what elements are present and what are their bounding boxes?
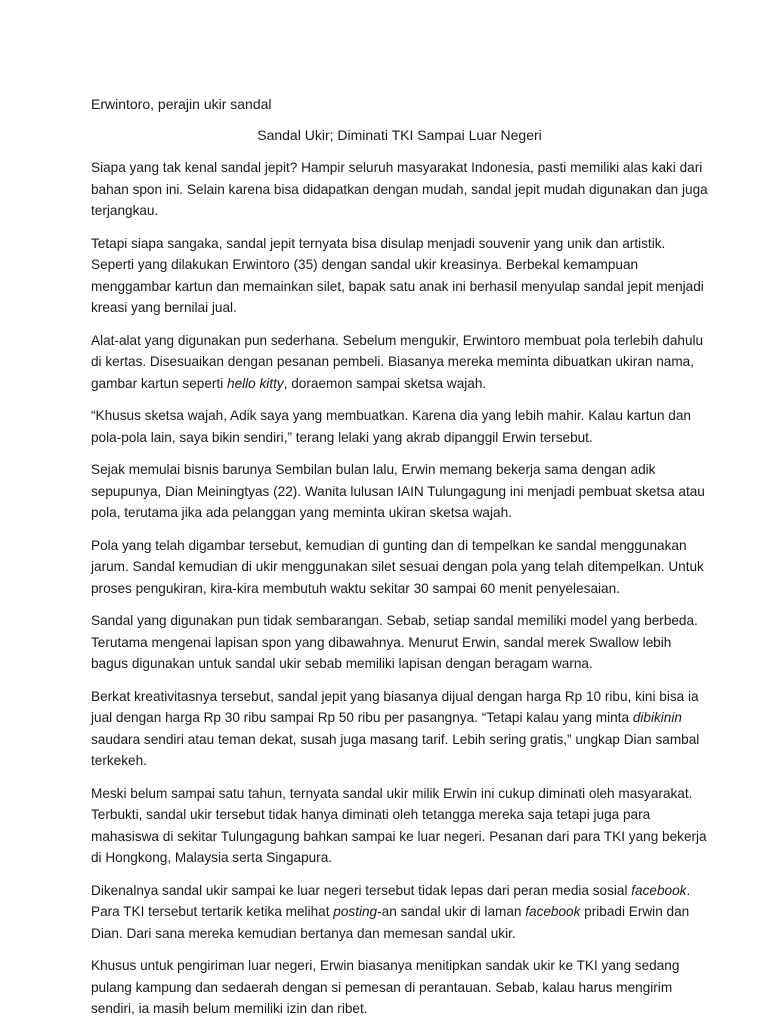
- article-title: Sandal Ukir; Diminati TKI Sampai Luar Negeri: [257, 127, 542, 143]
- text-run: Siapa yang tak kenal sandal jepit? Hampir seluruh masyarakat Indonesia, pasti memiliki alas kaki dari bahan spon ini. Selain karena bisa didapatkan dengan mudah, sandal jepit mudah digunakan dan juga terjangkau.: [91, 160, 708, 218]
- text-run: Berkat kreativitasnya tersebut, sandal jepit yang biasanya dijual dengan harga Rp 10 ribu, kini bisa ia jual dengan harga Rp 30 ribu sampai Rp 50 ribu per pasangnya. “Tetapi kalau yang minta: [91, 688, 699, 725]
- text-run: Tetapi siapa sangaka, sandal jepit ternyata bisa disulap menjadi souvenir yang unik dan artistik. Seperti yang dilakukan Erwintoro (35) dengan sandal ukir kreasinya. Berbekal kemampuan menggambar kartun dan memainkan silet, bapak satu anak ini berhasil menyulap sandal jepit menjadi kreasi yang bernilai jual.: [91, 235, 704, 315]
- text-run: “Khusus sketsa wajah, Adik saya yang membuatkan. Karena dia yang lebih mahir. Kalau kartun dan pola-pola lain, saya bikin sendiri,” terang lelaki yang akrab dipanggil Erwin tersebut.: [91, 408, 691, 445]
- paragraph: [91, 233, 708, 319]
- text-run: -an sandal ukir di laman: [377, 904, 526, 919]
- text-run: Sandal yang digunakan pun tidak sembarangan. Sebab, setiap sandal memiliki model yang berbeda. Terutama mengenai lapisan spon yang dibawahnya. Menurut Erwin, sandal merek Swallow lebih bagus digunakan untuk sandal ukir sebab memiliki lapisan dengan beragam warna.: [91, 613, 698, 671]
- text-run: . Para TKI tersebut tertarik ketika melihat: [91, 882, 691, 919]
- italic-run: facebook: [525, 904, 581, 919]
- text-run: saudara sendiri atau teman dekat, susah juga masang tarif. Lebih sering gratis,” ungkap Dian sambal terkekeh.: [91, 731, 700, 768]
- italic-run: dibikinin: [632, 710, 682, 725]
- paragraph: [91, 686, 708, 772]
- byline: Erwintoro, perajin ukir sandal: [91, 96, 272, 112]
- paragraph: [91, 157, 708, 222]
- paragraph: [91, 783, 708, 869]
- text-run: , doraemon sampai sketsa wajah.: [283, 375, 487, 391]
- italic-run: facebook: [631, 882, 687, 898]
- text-run: Pola yang telah digambar tersebut, kemudian di gunting dan di tempelkan ke sandal menggunakan jarum. Sandal kemudian di ukir menggunakan silet sesuai dengan pola yang telah ditempelkan. Untuk proses pengukiran, kira-kira membutuh waktu sekitar 30 sampai 60 menit penyelesaian.: [91, 537, 704, 596]
- italic-run: hello kitty: [227, 375, 284, 391]
- text-run: Sejak memulai bisnis barunya Sembilan bulan lalu, Erwin memang bekerja sama dengan adik sepupunya, Dian Meiningtyas (22). Wanita lulusan IAIN Tulungagung ini menjadi pembuat sketsa atau pola, terutama jika ada pelanggan yang meminta ukiran sketsa wajah.: [91, 462, 705, 520]
- paragraph: [91, 330, 708, 395]
- italic-run: posting: [333, 904, 378, 919]
- text-run: Meski belum sampai satu tahun, ternyata sandal ukir milik Erwin ini cukup diminati oleh masyarakat. Terbukti, sandal ukir tersebut tidak hanya diminati oleh tetangga mereka saja tetapi juga para mahasiswa di sekitar Tulungagung bahkan sampai ke luar negeri. Pesanan dari para TKI yang bekerja di Hongkong, Malaysia serta Singapura.: [91, 785, 707, 865]
- text-run: Dikenalnya sandal ukir sampai ke luar negeri tersebut tidak lepas dari peran media sosial: [91, 882, 632, 898]
- text-run: Alat-alat yang digunakan pun sederhana. Sebelum mengukir, Erwintoro membuat pola terlebih dahulu di kertas. Disesuaikan dengan pesanan pembeli. Biasanya mereka meminta dibuatkan ukiran nama, gambar kartun seperti: [91, 332, 704, 391]
- text-run: Khusus untuk pengiriman luar negeri, Erwin biasanya menitipkan sandak ukir ke TKI yang sedang pulang kampung dan sedaerah dengan si pemesan di perantauan. Sebab, kalau harus mengirim sendiri, ia masih belum memiliki izin dan ribet.: [91, 958, 680, 1016]
- paragraph: [91, 955, 708, 1020]
- paragraph: [91, 459, 708, 524]
- paragraph: [91, 535, 708, 600]
- article-body: [91, 157, 708, 1020]
- paragraph: [91, 610, 708, 675]
- paragraph: [91, 880, 708, 945]
- paragraph: [91, 405, 708, 448]
- text-run: pribadi Erwin dan Dian. Dari sana mereka kemudian bertanya dan memesan sandal ukir.: [91, 904, 690, 941]
